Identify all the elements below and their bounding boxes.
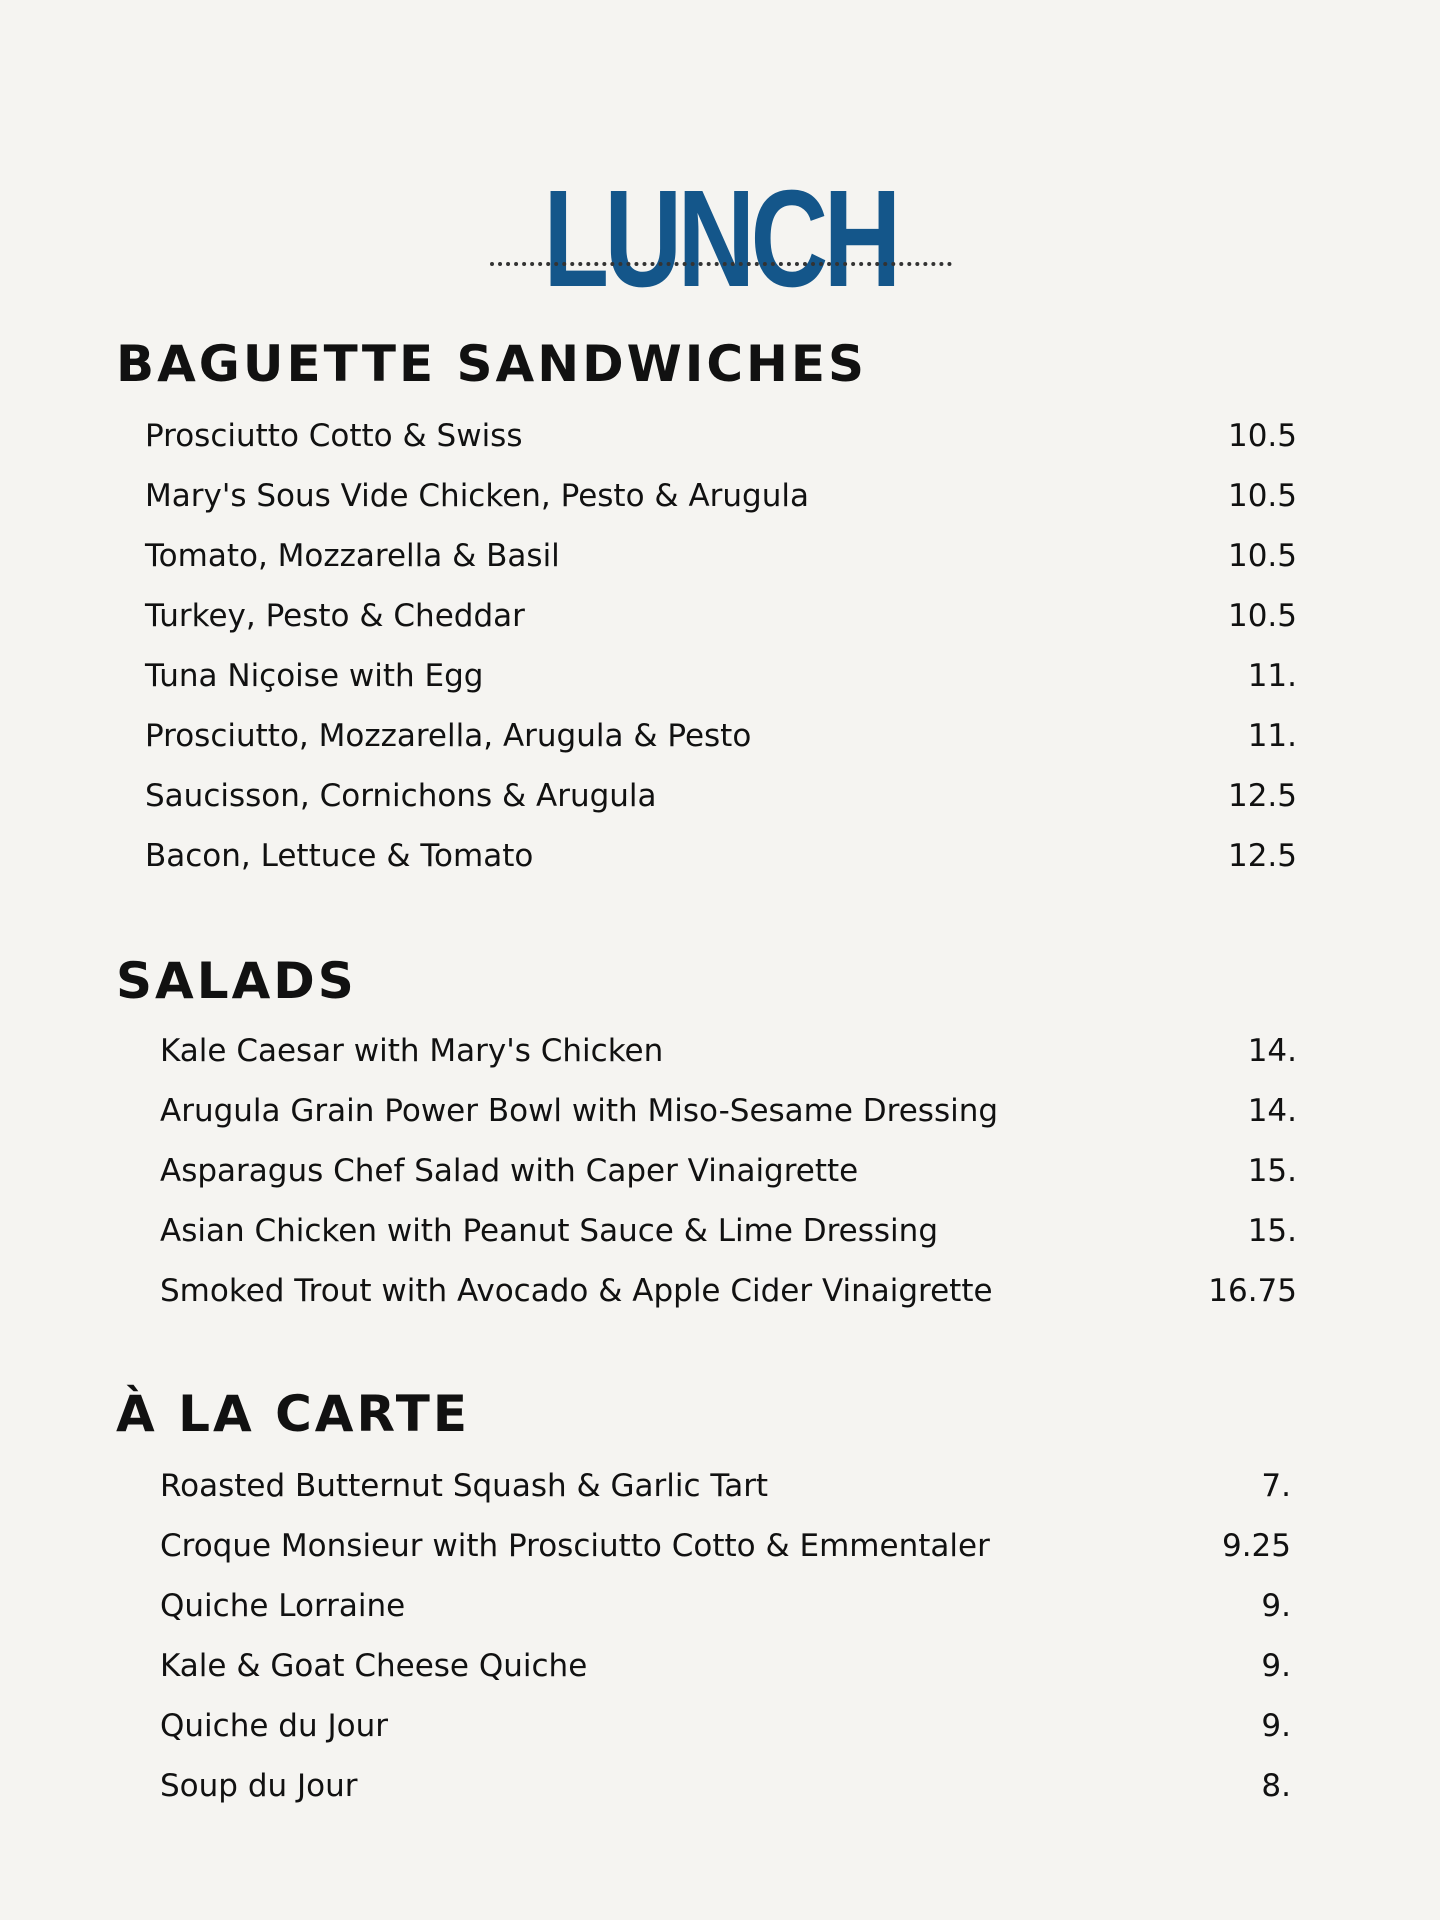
a-la-carte-list: [160, 1456, 1291, 1816]
menu-item: [160, 1141, 1297, 1201]
menu-item: [160, 1261, 1297, 1321]
item-name: Prosciutto, Mozzarella, Arugula & Pesto: [145, 718, 752, 754]
menu-item: [145, 406, 1297, 466]
item-price: 15.: [1247, 1213, 1297, 1249]
menu-title: LUNCH: [543, 162, 897, 317]
item-name: Arugula Grain Power Bowl with Miso-Sesame Dressing: [160, 1093, 999, 1129]
menu-item: [160, 1456, 1291, 1516]
item-name: Bacon, Lettuce & Tomato: [145, 838, 534, 874]
item-price: 15.: [1247, 1153, 1297, 1189]
menu-item: [145, 466, 1297, 526]
menu-item: [145, 766, 1297, 826]
section-heading-baguette-sandwiches: BAGUETTE SANDWICHES: [116, 335, 868, 393]
item-name: Kale & Goat Cheese Quiche: [160, 1648, 588, 1684]
item-price: 11.: [1247, 718, 1297, 754]
item-price: 9.25: [1221, 1528, 1291, 1564]
menu-item: [160, 1516, 1291, 1576]
item-price: 12.5: [1227, 838, 1297, 874]
section-heading-a-la-carte: À LA CARTE: [116, 1385, 470, 1443]
menu-item: [160, 1021, 1297, 1081]
item-name: Smoked Trout with Avocado & Apple Cider Vinaigrette: [160, 1273, 993, 1309]
item-name: Tuna Niçoise with Egg: [145, 658, 484, 694]
menu-item: [160, 1201, 1297, 1261]
item-name: Turkey, Pesto & Cheddar: [145, 598, 525, 634]
item-name: Prosciutto Cotto & Swiss: [145, 418, 523, 454]
item-name: Saucisson, Cornichons & Arugula: [145, 778, 657, 814]
item-price: 12.5: [1227, 778, 1297, 814]
item-price: 9.: [1261, 1708, 1291, 1744]
menu-item: [145, 586, 1297, 646]
item-price: 14.: [1247, 1033, 1297, 1069]
item-price: 14.: [1247, 1093, 1297, 1129]
item-name: Soup du Jour: [160, 1768, 358, 1804]
item-price: 16.75: [1208, 1273, 1297, 1309]
item-price: 10.5: [1227, 598, 1297, 634]
item-price: 10.5: [1227, 478, 1297, 514]
item-name: Roasted Butternut Squash & Garlic Tart: [160, 1468, 769, 1504]
item-price: 10.5: [1227, 418, 1297, 454]
item-name: Tomato, Mozzarella & Basil: [145, 538, 560, 574]
item-price: 9.: [1261, 1648, 1291, 1684]
menu-item: [160, 1636, 1291, 1696]
item-price: 9.: [1261, 1588, 1291, 1624]
menu-item: [160, 1696, 1291, 1756]
menu-item: [160, 1081, 1297, 1141]
item-name: Quiche Lorraine: [160, 1588, 406, 1624]
menu-item: [160, 1756, 1291, 1816]
item-name: Mary's Sous Vide Chicken, Pesto & Arugula: [145, 478, 809, 514]
menu-item: [145, 526, 1297, 586]
menu-item: [145, 646, 1297, 706]
item-price: 10.5: [1227, 538, 1297, 574]
item-name: Asian Chicken with Peanut Sauce & Lime Dressing: [160, 1213, 938, 1249]
salads-list: [160, 1021, 1297, 1321]
item-name: Asparagus Chef Salad with Caper Vinaigrette: [160, 1153, 859, 1189]
item-price: 11.: [1247, 658, 1297, 694]
item-name: Kale Caesar with Mary's Chicken: [160, 1033, 664, 1069]
baguette-sandwiches-list: [145, 406, 1297, 886]
item-name: Croque Monsieur with Prosciutto Cotto & Emmentaler: [160, 1528, 990, 1564]
item-price: 7.: [1261, 1468, 1291, 1504]
menu-item: [160, 1576, 1291, 1636]
menu-item: [145, 826, 1297, 886]
section-heading-salads: SALADS: [116, 952, 357, 1010]
menu-item: [145, 706, 1297, 766]
item-name: Quiche du Jour: [160, 1708, 388, 1744]
item-price: 8.: [1261, 1768, 1291, 1804]
title-dotted-divider: [490, 262, 952, 266]
